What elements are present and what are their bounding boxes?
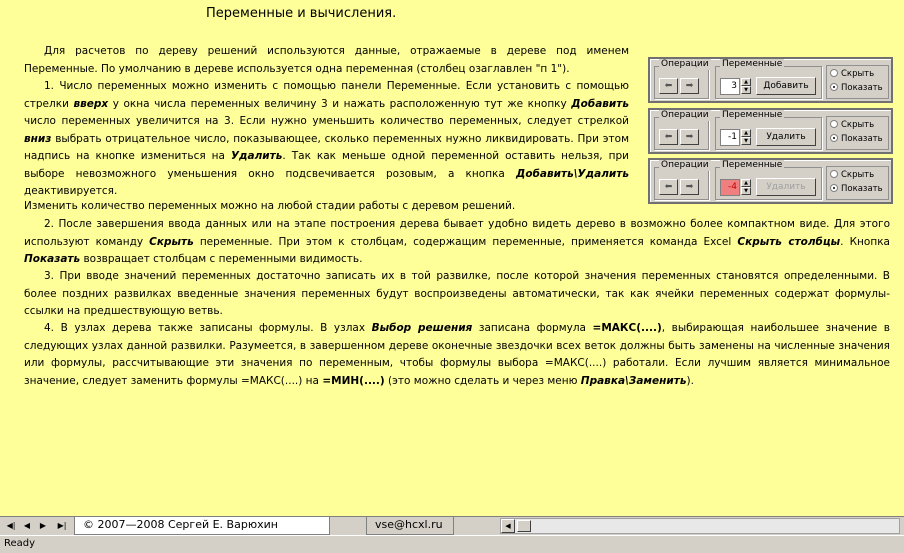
para2-text: переменные. При этом к столбцам, содержащим переменные, применяется команда Excel — [193, 235, 738, 248]
paragraph-any-stage: Изменить количество переменных можно на любой стадии работы с деревом решений. — [24, 200, 516, 212]
arrow-right-button[interactable]: ➡ — [680, 129, 699, 145]
term-up: вверх — [73, 97, 109, 110]
variables-group — [715, 110, 822, 150]
para4-text: 4. В узлах дерева также записаны формулы. В узлах — [44, 322, 372, 334]
variables-panel-delete — [648, 108, 893, 154]
term-add-delete: Добавить\Удалить — [516, 167, 629, 180]
operations-group — [654, 160, 709, 200]
variables-group — [715, 160, 822, 200]
variable-count-field-invalid[interactable]: -4 — [720, 179, 740, 196]
radio-selected-icon — [830, 134, 838, 142]
show-label: Показать — [841, 134, 883, 144]
show-radio[interactable] — [830, 83, 883, 94]
para4-text: (это можно сделать и через меню — [384, 374, 581, 387]
para1-text: . Так как меньше одной переменной оставить нельзя, при выборе невозможного уменьшения окно подсвечивается розовым, а кнопка — [24, 150, 629, 180]
term-decision-choice: Выбор решения — [371, 322, 473, 334]
show-label: Показать — [841, 184, 883, 194]
arrow-left-button[interactable]: ⬅ — [659, 179, 678, 195]
formula-max: =МАКС(....) — [592, 322, 662, 334]
variables-label: Переменные — [722, 160, 783, 170]
para2-text: 2. После завершения ввода данных или на этапе построения дерева бывает удобно видеть дерево в возможно более компактном виде. Для этого используют команду — [24, 218, 890, 248]
term-add: Добавить — [571, 97, 630, 110]
para4-text: , выбирающая наибольшее значение в следующих узлах данной развилки. Разумеется, в завершенном дереве оконечные звездочки всех веток должны быть заменены на численные значения или формулы, рассчитывающие эти значения по переменным, чтобы формулы выбора =МАКС(....) работали. Если лучшим является минимальное значение, следует заменить формулы =МАКС(....) на — [24, 322, 890, 387]
paragraph-4 — [24, 320, 890, 390]
radio-icon — [830, 120, 838, 128]
show-label: Показать — [841, 83, 883, 93]
para1-text: у окна числа переменных величину 3 и нажать расположенную тут же кнопку — [108, 97, 572, 110]
variables-label: Переменные — [722, 110, 783, 120]
hide-radio[interactable] — [830, 170, 874, 181]
para4-text: записана формула — [472, 322, 593, 334]
visibility-group — [826, 65, 889, 99]
arrow-right-button[interactable]: ➡ — [680, 179, 699, 195]
spin-up-icon[interactable]: ▲ — [741, 78, 751, 86]
variable-count-spinner[interactable] — [741, 179, 751, 196]
visibility-group — [826, 166, 889, 200]
horizontal-scrollbar[interactable] — [500, 518, 900, 534]
term-hide-columns: Скрыть столбцы — [737, 235, 841, 248]
operations-group — [654, 110, 709, 150]
variable-count-spinner[interactable] — [741, 78, 751, 95]
operations-label: Операции — [661, 59, 709, 69]
sheet-tab-email[interactable]: vse@hcxl.ru — [366, 517, 454, 535]
term-edit-replace: Правка\Заменить — [580, 374, 687, 387]
scroll-left-icon[interactable]: ◀ — [501, 519, 515, 533]
para1-text: 1. Число переменных можно изменить с помощью панели Переменные. Если установить с помощью стрелки — [24, 80, 629, 110]
delete-button-disabled: Удалить — [756, 178, 816, 196]
add-button[interactable]: Добавить — [756, 77, 816, 95]
arrow-right-button[interactable]: ➡ — [680, 78, 699, 94]
para2-text: . Кнопка — [840, 235, 890, 248]
variables-label: Переменные — [722, 59, 783, 69]
para1-text: деактивируется. — [24, 185, 118, 197]
spin-up-icon[interactable]: ▲ — [741, 179, 751, 187]
radio-icon — [830, 170, 838, 178]
para4-text: ). — [686, 374, 694, 387]
paragraph-2 — [24, 216, 890, 269]
term-hide: Скрыть — [149, 235, 194, 248]
paragraph-intro — [24, 43, 629, 201]
intro-text: Для расчетов по дереву решений используются данные, отражаемые в дереве под именем Переменные. По умолчанию в дереве используется одна переменная (столбец озаглавлен "п 1"). — [24, 45, 629, 75]
para1-text: число переменных увеличится на 3. Если нужно уменьшить количество переменных, следует стрелкой — [24, 115, 629, 127]
paragraph-3 — [24, 268, 890, 321]
status-bar — [0, 535, 904, 553]
hide-label: Скрыть — [841, 69, 875, 79]
term-down: вниз — [24, 132, 52, 145]
para1-text: выбрать отрицательное число, показывающее, сколько переменных нужно ликвидировать. При этом надпись на кнопке измениться на — [24, 132, 629, 162]
operations-group — [654, 59, 709, 99]
operations-label: Операции — [661, 110, 709, 120]
radio-selected-icon — [830, 83, 838, 91]
para3-text: 3. При вводе значений переменных достаточно записать их в той развилке, после которой значения переменных становятся определенными. В более поздних развилках введенные значения переменных будут воспроизведены автоматически, так как ячейки переменных содержат формулы-ссылки на предшествующую ветвь. — [24, 270, 890, 317]
show-radio[interactable] — [830, 134, 883, 145]
hide-label: Скрыть — [841, 170, 875, 180]
scroll-thumb[interactable] — [517, 520, 531, 532]
variable-count-field[interactable]: 3 — [720, 78, 740, 95]
sheet-tab-bar — [0, 516, 904, 535]
hide-radio[interactable] — [830, 120, 874, 131]
radio-selected-icon — [830, 184, 838, 192]
last-sheet-icon[interactable]: ▶| — [57, 521, 67, 530]
first-sheet-icon[interactable]: ◀| — [6, 521, 16, 530]
variables-group — [715, 59, 822, 99]
para2-text: возвращает столбцам с переменными видимость. — [80, 253, 363, 265]
term-show: Показать — [24, 253, 81, 265]
radio-icon — [830, 69, 838, 77]
sheet-tab-author[interactable]: © 2007—2008 Сергей Е. Варюхин — [74, 517, 330, 535]
spin-down-icon[interactable]: ▼ — [741, 187, 751, 195]
visibility-group — [826, 116, 889, 150]
hide-radio[interactable] — [830, 69, 874, 80]
arrow-left-button[interactable]: ⬅ — [659, 129, 678, 145]
operations-label: Операции — [661, 160, 709, 170]
hide-label: Скрыть — [841, 120, 875, 130]
page-title: Переменные и вычисления. — [206, 6, 397, 21]
status-text: Ready — [4, 538, 36, 549]
spin-down-icon[interactable]: ▼ — [741, 137, 751, 145]
variable-count-spinner[interactable] — [741, 129, 751, 146]
variables-panel-add — [648, 57, 893, 103]
variables-panel-invalid — [648, 158, 893, 204]
formula-min: =МИН(....) — [322, 374, 385, 387]
variable-count-field[interactable]: -1 — [720, 129, 740, 146]
delete-button[interactable]: Удалить — [756, 128, 816, 146]
arrow-left-button[interactable]: ⬅ — [659, 78, 678, 94]
spin-up-icon[interactable]: ▲ — [741, 129, 751, 137]
spin-down-icon[interactable]: ▼ — [741, 86, 751, 94]
prev-sheet-icon[interactable]: ◀ — [23, 521, 31, 530]
next-sheet-icon[interactable]: ▶ — [39, 521, 47, 530]
term-delete: Удалить — [230, 150, 283, 162]
show-radio[interactable] — [830, 184, 883, 195]
